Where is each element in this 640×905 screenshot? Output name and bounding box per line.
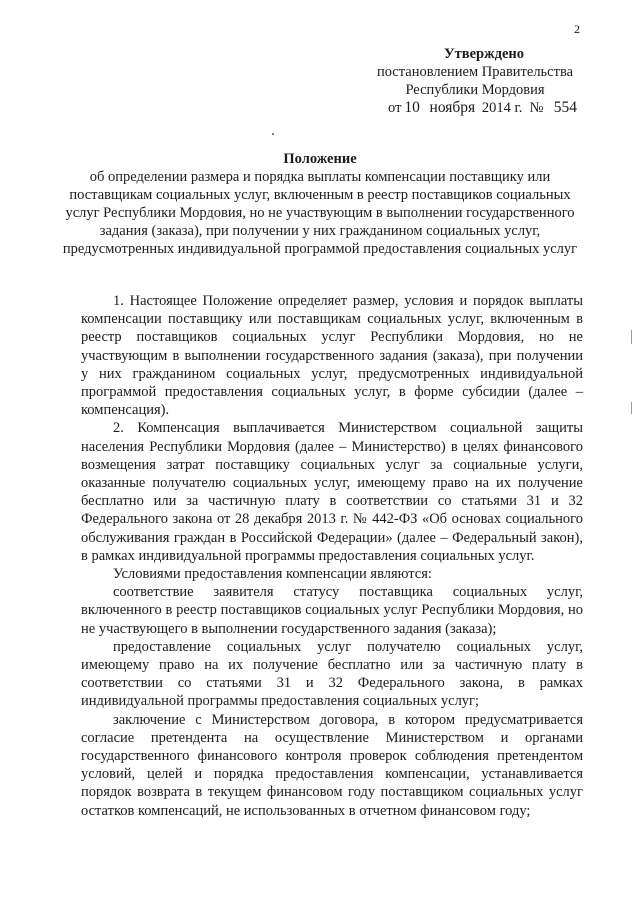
paragraph-condition-2: предоставление социальных услуг получателю социальных услуг, имеющему право на их получение бесплатно или за частичную плату в соответствии со статьями 31 и 32 Федерального закона, в рамках индивидуальной программы предоставления социальных услуг; xyxy=(81,638,583,710)
approval-block xyxy=(355,45,595,117)
date-day: 10 xyxy=(404,99,420,116)
title-heading: Положение xyxy=(283,151,357,167)
approval-date-line xyxy=(355,99,595,117)
scan-margin-mark xyxy=(631,402,632,414)
date-prefix: от xyxy=(388,100,402,116)
page-number: 2 xyxy=(574,22,580,36)
approval-heading: Утверждено xyxy=(444,46,524,62)
document-body xyxy=(81,292,583,820)
document-title xyxy=(60,150,580,258)
paragraph-conditions-intro: Условиями предоставления компенсации являются: xyxy=(113,566,432,583)
date-month: ноября xyxy=(429,99,476,116)
scan-margin-mark xyxy=(631,330,632,344)
title-subtitle: об определении размера и порядка выплаты компенсации поставщику или поставщикам социальных услуг, включенным в реестр поставщиков социальных услуг Республики Мордовия, но не участвующим в выполнении государственного задания (заказа), при получении у них гражданином социальных услуг, предусмотренных индивидуальной программой предоставления социальных услуг xyxy=(62,169,578,257)
scan-dot xyxy=(272,133,274,135)
date-year: 2014 г. xyxy=(481,100,523,116)
paragraph-2: 2. Компенсация выплачивается Министерством социальной защиты населения Республики Мордовия (далее – Министерство) в целях финансового возмещения затрат поставщику социальных услуг за социальные услуги, оказанные получателю социальных услуг, имеющему право на их получение бесплатно или за частичную плату в соответствии со статьями 31 и 32 Федерального закона от 28 декабря 2013 г. № 442-ФЗ «Об основах социального обслуживания граждан в Российской Федерации» (далее – Федеральный закон), в рамках индивидуальной программы предоставления социальных услуг. xyxy=(81,420,583,564)
resolution-number: 554 xyxy=(553,99,577,116)
approval-line-resolution: постановлением Правительства xyxy=(376,64,574,80)
paragraph-1: 1. Настоящее Положение определяет размер, условия и порядок выплаты компенсации поставщику или поставщикам социальных услуг, включенным в реестр поставщиков социальных услуг Республики Мордовия, но не участвующим в выполнении государственного задания (заказа), при получении у них гражданином социальных услуг, предусмотренных индивидуальной программой предоставления социальных услуг, в форме субсидии (далее – компенсация). xyxy=(81,293,583,419)
paragraph-condition-3: заключение с Министерством договора, в котором предусматривается согласие претендента на осуществление Министерством и органами государственного финансового контроля проверок соблюдения претендентом условий, целей и порядка предоставления компенсации, устанавливается порядок возврата в текущем финансовом году поставщиком социальных услуг остатков компенсаций, не использованных в отчетном финансовом году; xyxy=(81,711,583,819)
approval-line-republic: Республики Мордовия xyxy=(405,82,545,98)
number-sign: № xyxy=(529,100,544,116)
paragraph-condition-1: соответствие заявителя статусу поставщика социальных услуг, включенного в реестр поставщиков социальных услуг Республики Мордовия, но не участвующего в выполнении государственного задания (заказа); xyxy=(81,584,583,637)
